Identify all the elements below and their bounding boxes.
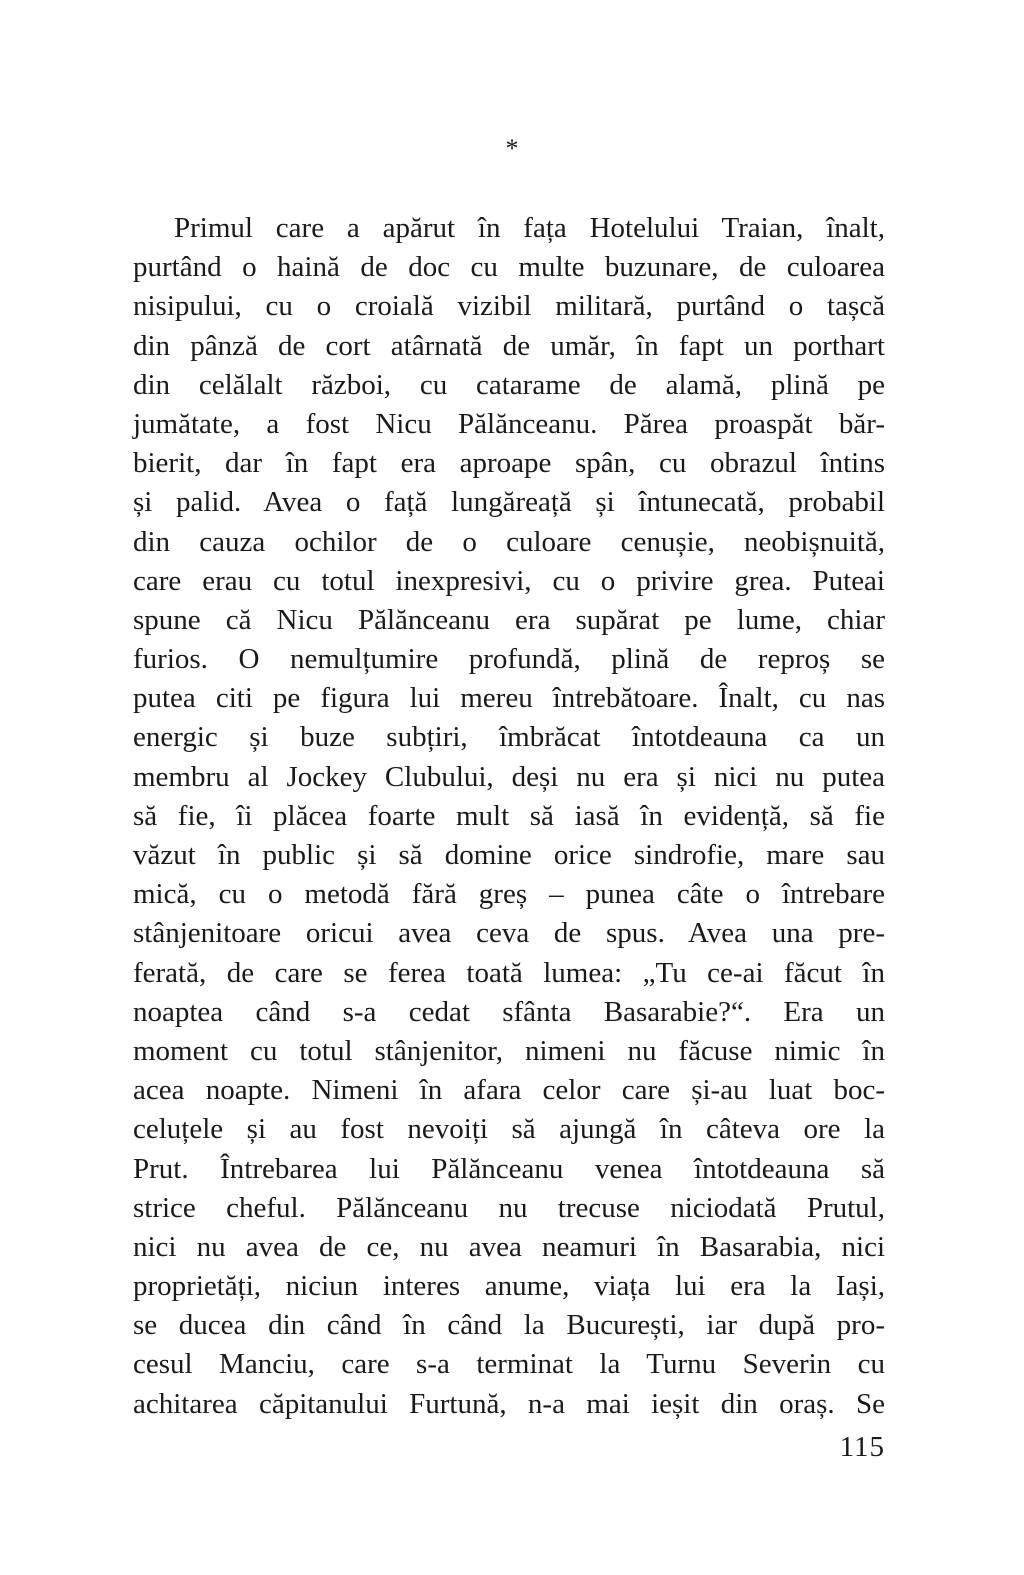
text-line: mică, cu o metodă fără greș – punea câte o întrebare bbox=[133, 878, 885, 911]
text-line: furios. O nemulțumire profundă, plină de reproș se bbox=[133, 643, 885, 676]
text-line: din pânză de cort atârnată de umăr, în fapt un porthart bbox=[133, 329, 885, 362]
text-line: și palid. Avea o față lungăreață și întunecată, probabil bbox=[133, 486, 885, 519]
text-line: Primul care a apărut în fața Hotelului Traian, înalt, bbox=[174, 212, 885, 244]
page-number: 115 bbox=[839, 1431, 885, 1463]
text-line: acea noapte. Nimeni în afara celor care și-au luat boc- bbox=[133, 1074, 885, 1107]
text-line: jumătate, a fost Nicu Pălănceanu. Părea proaspăt băr- bbox=[133, 407, 885, 440]
text-line: celuțele și au fost nevoiți să ajungă în câteva ore la bbox=[133, 1113, 885, 1146]
body-paragraph bbox=[133, 209, 885, 1424]
text-line: stânjenitoare oricui avea ceva de spus. Avea una pre- bbox=[133, 917, 885, 950]
text-line: se ducea din când în când la București, iar după pro- bbox=[133, 1309, 885, 1342]
text-line: bierit, dar în fapt era aproape spân, cu obrazul întins bbox=[133, 447, 885, 480]
text-line: ferată, de care se ferea toată lumea: „Tu ce-ai făcut în bbox=[133, 956, 885, 989]
text-line: care erau cu totul inexpresivi, cu o privire grea. Puteai bbox=[133, 564, 885, 597]
text-line: să fie, îi plăcea foarte mult să iasă în evidență, să fie bbox=[133, 799, 885, 832]
text-line: energic și buze subțiri, îmbrăcat întotdeauna ca un bbox=[133, 721, 885, 754]
text-line: spune că Nicu Pălănceanu era supărat pe lume, chiar bbox=[133, 603, 885, 636]
text-line: strice cheful. Pălănceanu nu trecuse niciodată Prutul, bbox=[133, 1191, 885, 1224]
text-line: putea citi pe figura lui mereu întrebătoare. Înalt, cu nas bbox=[133, 682, 885, 715]
text-line: purtând o haină de doc cu multe buzunare, de culoarea bbox=[133, 251, 885, 284]
text-line: nisipului, cu o croială vizibil militară, purtând o tașcă bbox=[133, 290, 885, 323]
section-break-asterisk: * bbox=[505, 134, 519, 163]
text-line: Prut. Întrebarea lui Pălănceanu venea întotdeauna să bbox=[133, 1152, 885, 1185]
text-line: văzut în public și să domine orice sindrofie, mare sau bbox=[133, 839, 885, 871]
text-line: nici nu avea de ce, nu avea neamuri în Basarabia, nici bbox=[133, 1230, 885, 1263]
text-line: din cauza ochilor de o culoare cenușie, neobișnuită, bbox=[133, 525, 885, 558]
text-line: proprietăți, niciun interes anume, viața lui era la Iași, bbox=[133, 1270, 885, 1303]
text-line: noaptea când s-a cedat sfânta Basarabie?“. Era un bbox=[133, 995, 885, 1028]
text-line: cesul Manciu, care s-a terminat la Turnu Severin cu bbox=[133, 1348, 885, 1381]
text-line: membru al Jockey Clubului, deși nu era și nici nu putea bbox=[133, 760, 885, 793]
text-line: din celălalt război, cu catarame de alamă, plină pe bbox=[133, 368, 885, 401]
text-line: moment cu totul stânjenitor, nimeni nu făcuse nimic în bbox=[133, 1034, 885, 1067]
text-line: achitarea căpitanului Furtună, n-a mai ieșit din oraș. Se bbox=[133, 1387, 885, 1420]
